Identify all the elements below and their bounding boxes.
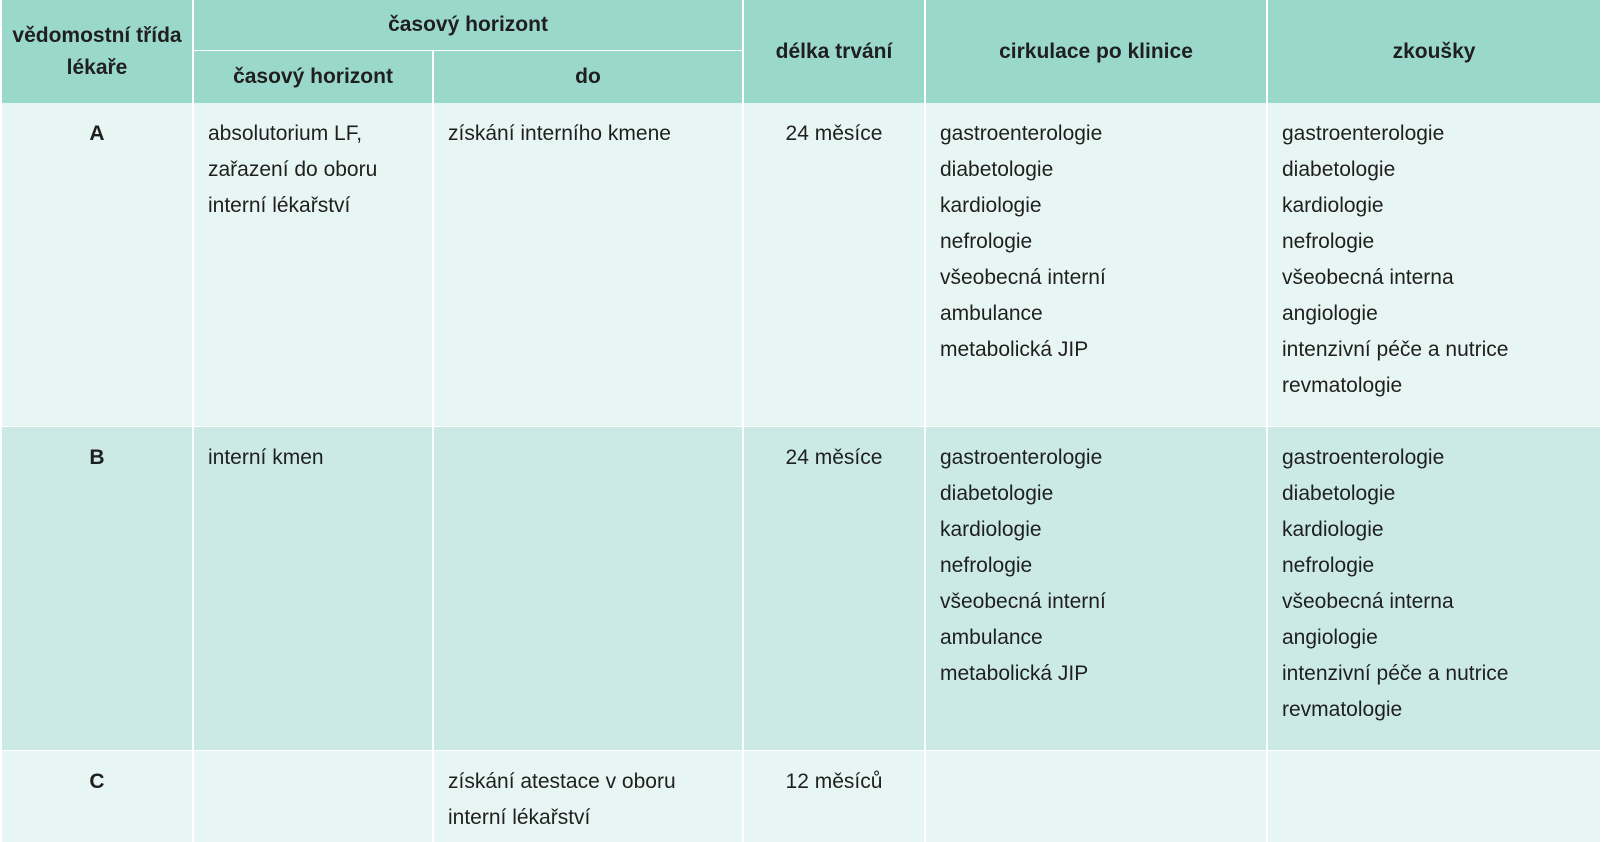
header-circulation: cirkulace po klinice — [925, 0, 1267, 103]
cell-duration: 24 měsíce — [743, 103, 925, 427]
list-item: kardiologie — [940, 188, 1266, 224]
cell-duration: 12 měsíců — [743, 751, 925, 842]
list-item: ambulance — [940, 620, 1266, 656]
list-item: angiologie — [1282, 620, 1600, 656]
cell-exams — [1267, 427, 1601, 751]
list-item: nefrologie — [1282, 224, 1600, 260]
cell-circulation — [925, 427, 1267, 751]
list-item: intenzivní péče a nutrice — [1282, 656, 1600, 692]
cell-class: B — [1, 427, 193, 751]
list-item: intenzivní péče a nutrice — [1282, 332, 1600, 368]
list-item: gastroenterologie — [1282, 440, 1600, 476]
header-exams: zkoušky — [1267, 0, 1601, 103]
list-item: revmatologie — [1282, 368, 1600, 404]
cell-to-text: získání atestace v oboru interní lékařství — [448, 764, 718, 836]
cell-exams — [1267, 103, 1601, 427]
list-item: kardiologie — [1282, 188, 1600, 224]
cell-to — [433, 751, 743, 842]
list-item: gastroenterologie — [1282, 116, 1600, 152]
list-item: diabetologie — [1282, 476, 1600, 512]
list-item: nefrologie — [940, 548, 1266, 584]
list-item: gastroenterologie — [940, 440, 1266, 476]
table-row — [1, 427, 1601, 751]
cell-from-text: absolutorium LF, zařazení do oboru interní lékařství — [208, 116, 398, 224]
list-item: všeobecná interna — [1282, 584, 1600, 620]
list-item: diabetologie — [940, 152, 1266, 188]
cell-to: získání interního kmene — [433, 103, 743, 427]
cell-circulation — [925, 751, 1267, 842]
list-item: kardiologie — [1282, 512, 1600, 548]
list-item: nefrologie — [940, 224, 1266, 260]
list-item: nefrologie — [1282, 548, 1600, 584]
list-item: angiologie — [1282, 296, 1600, 332]
cell-class: A — [1, 103, 193, 427]
list-item: všeobecná interní — [940, 584, 1266, 620]
list-item: metabolická JIP — [940, 656, 1266, 692]
table-row — [1, 751, 1601, 842]
cell-from: interní kmen — [193, 427, 433, 751]
list-item: metabolická JIP — [940, 332, 1266, 368]
cell-from — [193, 751, 433, 842]
list-item: gastroenterologie — [940, 116, 1266, 152]
header-duration: délka trvání — [743, 0, 925, 103]
list-item: revmatologie — [1282, 692, 1600, 728]
cell-from — [193, 103, 433, 427]
list-item: diabetologie — [940, 476, 1266, 512]
cell-exams — [1267, 751, 1601, 842]
list-item: kardiologie — [940, 512, 1266, 548]
cell-to — [433, 427, 743, 751]
cell-circulation — [925, 103, 1267, 427]
list-item: všeobecná interní — [940, 260, 1266, 296]
table-row — [1, 103, 1601, 427]
table-body — [1, 103, 1601, 842]
list-item: všeobecná interna — [1282, 260, 1600, 296]
cell-class: C — [1, 751, 193, 842]
list-item: ambulance — [940, 296, 1266, 332]
table-header — [1, 0, 1601, 103]
header-class: vědomostní třída lékaře — [1, 0, 193, 103]
header-time-horizon-to: do — [433, 51, 743, 104]
list-item: diabetologie — [1282, 152, 1600, 188]
header-time-horizon-from: časový horizont — [193, 51, 433, 104]
cell-duration: 24 měsíce — [743, 427, 925, 751]
header-time-horizon-group: časový horizont — [193, 0, 743, 51]
